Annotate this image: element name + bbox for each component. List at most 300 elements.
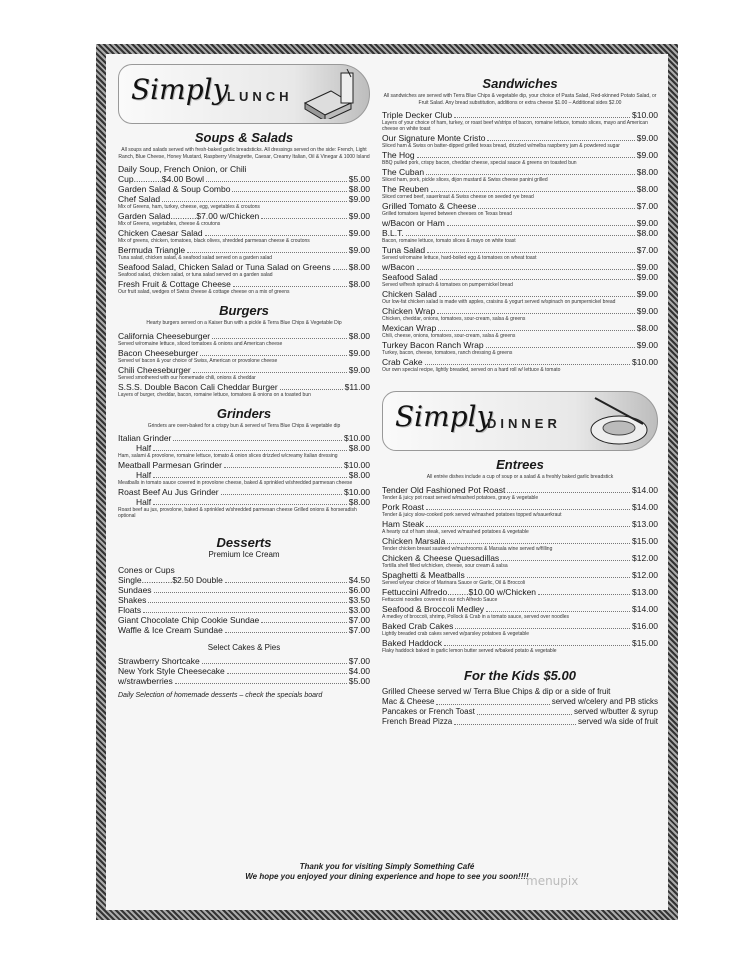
menu-item: [382, 502, 658, 512]
item-name: New York Style Cheesecake: [118, 666, 225, 676]
kids-item-detail: served w/a side of fruit: [577, 716, 658, 726]
kids-item-name: Mac & Cheese: [382, 696, 435, 706]
item-description: Served w/romaine lettuce, hard-boiled egg & tomatoes on wheat toast: [382, 255, 537, 261]
menu-item: [118, 575, 370, 585]
soups-title: Soups & Salads: [194, 130, 294, 145]
dot-leader: [538, 594, 630, 595]
menu-item: [118, 194, 370, 204]
menu-item: [382, 604, 658, 614]
item-description: Mix of Greens, ham, turkey, cheese, egg, vegetables & croutons: [118, 204, 260, 210]
item-price: $16.00: [632, 620, 658, 631]
item-name: Bacon Cheeseburger: [118, 347, 199, 358]
item-name: California Cheeseburger: [118, 330, 211, 341]
menu-item: [382, 272, 658, 282]
menu-item: [382, 201, 658, 211]
menu-item: [118, 365, 370, 375]
menu-item: [382, 110, 658, 120]
menu-item: [118, 211, 370, 221]
desserts-list: [118, 565, 370, 635]
dot-leader: [417, 157, 635, 158]
menu-item: [118, 245, 370, 255]
menu-item: [118, 487, 370, 497]
item-price: $9.00: [636, 340, 658, 350]
item-name: Shakes: [118, 595, 147, 605]
cakes-list: [118, 656, 370, 686]
kids-item: [382, 697, 658, 707]
item-description: Tuna salad, chicken salad, & seafood salad served on a garden salad: [118, 255, 273, 261]
item-name: Floats: [118, 605, 142, 615]
item-name: Spaghetti & Meatballs: [382, 569, 465, 580]
dot-leader: [437, 313, 634, 314]
item-price: $8.00: [348, 184, 370, 194]
entrees-title: Entrees: [496, 457, 544, 472]
entrees-list: [382, 485, 658, 654]
menu-item: [118, 605, 370, 615]
item-name: Fettuccini Alfredo.........$10.00 w/Chicken: [382, 586, 537, 597]
item-price: $9.00: [348, 245, 370, 255]
dot-leader: [501, 560, 630, 561]
item-name: Our Signature Monte Cristo: [382, 133, 486, 143]
menu-item: [118, 164, 370, 174]
sandwiches-list: [382, 110, 658, 373]
item-name: Cones or Cups: [118, 565, 175, 575]
watermark: menupix: [526, 874, 579, 888]
menu-item: [118, 460, 370, 470]
menu-item: [382, 245, 658, 255]
half-price: $8.00: [348, 497, 370, 507]
kids-item-name: Pancakes or French Toast: [382, 706, 475, 716]
dot-leader: [478, 208, 634, 209]
grinders-note: Grinders are oven-baked for a crispy bun & served w/ Terra Blue Chips & vegetable dip: [147, 422, 341, 429]
item-description: Mix of greens, chicken, tomatoes, black olives, shredded parmesan cheese & croutons: [118, 238, 310, 244]
item-price: $3.00: [348, 605, 370, 615]
dot-leader: [212, 338, 347, 339]
item-name: Triple Decker Club: [382, 110, 453, 120]
half-label: Half: [136, 443, 152, 453]
item-name: Chicken Wrap: [382, 306, 436, 316]
menu-item: [118, 656, 370, 666]
dot-leader: [280, 389, 343, 390]
grinders-list: [118, 433, 370, 519]
grinders-title: Grinders: [216, 405, 272, 421]
item-price: $7.00: [636, 201, 658, 211]
item-name: Chicken Marsala: [382, 535, 446, 546]
item-description: BBQ pulled pork, crispy bacon, cheddar cheese, special sauce & greens on toasted bun: [382, 160, 577, 166]
item-description: Tender chicken breast sauteed w/mushrooms & Marsala wine served w/filling: [382, 545, 553, 552]
menu-item: [118, 595, 370, 605]
dot-leader: [187, 252, 347, 253]
item-price: $5.00: [348, 174, 370, 184]
item-name: Chicken Salad: [382, 289, 437, 299]
dot-leader: [232, 191, 346, 192]
menu-item: [118, 228, 370, 238]
dot-leader: [440, 279, 635, 280]
item-price: $13.00: [632, 518, 658, 529]
dot-leader: [221, 494, 342, 495]
soups-note: All soups and salads served with fresh-baked garlic breadsticks. All dressings served on the side: French, Light Ranch, Blue Cheese, Honey Mustard, Raspberry Vinaigrette, Caesar, Creamy Italian, Oil & Vinegar & 1000 Island: [118, 147, 370, 160]
item-price: $4.50: [348, 575, 370, 585]
item-name: Mexican Wrap: [382, 323, 437, 333]
kids-item: [382, 707, 658, 717]
menu-item: [118, 174, 370, 184]
dot-leader: [205, 235, 347, 236]
half-price: $8.00: [348, 443, 370, 453]
kids-item-detail: served w/celery and PB sticks: [551, 696, 658, 706]
menu-item: [382, 638, 658, 648]
dinner-banner: [382, 391, 658, 451]
dot-leader: [507, 492, 630, 493]
half-label: Half: [136, 470, 152, 480]
item-price: $15.00: [632, 637, 658, 648]
soups-list: [118, 164, 370, 295]
item-price: $14.00: [632, 603, 658, 614]
dot-leader: [261, 218, 346, 219]
item-name: Seafood & Broccoli Medley: [382, 603, 485, 614]
lunch-banner-script: Simply: [131, 73, 229, 106]
menu-item: [118, 666, 370, 676]
lunch-banner-word: LUNCH: [227, 89, 293, 104]
item-name: The Reuben: [382, 184, 429, 194]
item-price: $9.00: [348, 194, 370, 204]
menu-item: [118, 279, 370, 289]
item-price: $10.00: [344, 460, 370, 470]
item-name: Tuna Salad: [382, 245, 426, 255]
item-description: Our low-fat chicken salad is made with apples, craisins & yogurt served w/spinach on pumpernickel bread: [382, 299, 616, 305]
dot-leader: [454, 117, 630, 118]
menu-item: [382, 357, 658, 367]
item-name: Seafood Salad, Chicken Salad or Tuna Salad on Greens: [118, 262, 331, 272]
sandwich-drink-illustration: [301, 69, 361, 119]
menu-item: [382, 621, 658, 631]
dot-leader: [426, 509, 630, 510]
menu-item: [382, 133, 658, 143]
dot-leader: [447, 543, 630, 544]
item-price: $10.00: [632, 110, 658, 120]
item-name: Tender Old Fashioned Pot Roast: [382, 484, 506, 495]
dot-leader: [426, 174, 635, 175]
left-column: [118, 54, 370, 699]
item-description: Fettuccini noodles covered in our rich Alfredo Sauce: [382, 596, 498, 603]
item-price: $4.00: [348, 666, 370, 676]
lunch-banner: [118, 64, 370, 124]
footer-line-1: Thank you for visiting Simply Something Café: [299, 862, 475, 871]
item-description: Turkey, bacon, cheese, tomatoes, ranch dressing & greens: [382, 350, 513, 356]
item-price: $8.00: [636, 167, 658, 177]
item-price: $9.00: [636, 133, 658, 143]
menu-item: [382, 228, 658, 238]
menu-item: [118, 585, 370, 595]
dot-leader: [454, 717, 576, 725]
menu-item: [382, 184, 658, 194]
half-label: Half: [136, 497, 152, 507]
item-description: Sliced ham, pork, pickle slices, dijon mustard & Swiss cheese panini grilled: [382, 177, 548, 183]
item-description: Layers of your choice of ham, turkey, or roast beef w/strips of bacon, romaine lettuce, tomato slices, mayo and American cheese on white toast: [382, 120, 648, 132]
item-description: Served smothered with our homemade chili, onions & cheddar: [118, 374, 256, 381]
item-price: $9.00: [636, 262, 658, 272]
right-column: [382, 54, 658, 727]
menu-item: [118, 262, 370, 272]
item-description: Tortilla shell filled w/chicken, cheese, sour cream & salsa: [382, 562, 508, 569]
dot-leader: [438, 330, 635, 331]
item-description: Served w/romaine lettuce, sliced tomatoes & onions and American cheese: [118, 340, 283, 347]
item-price: $9.00: [636, 272, 658, 282]
menu-item-half: [118, 470, 370, 480]
item-description: Tender & juicy slow-cooked pork served w/mashed potatoes topped w/sauerkraut: [382, 511, 562, 518]
item-price: $8.00: [348, 262, 370, 272]
item-description: Our fruit salad, wedges of Swiss cheese & cottage cheese on a mix of greens: [118, 289, 290, 295]
menu-item: [382, 150, 658, 160]
item-name: S.S.S. Double Bacon Cali Cheddar Burger: [118, 381, 278, 392]
item-name: Meatball Parmesan Grinder: [118, 460, 222, 470]
dot-leader: [206, 181, 347, 182]
item-name: Strawberry Shortcake: [118, 656, 200, 666]
item-price: $5.00: [348, 676, 370, 686]
dot-leader: [143, 612, 347, 613]
dot-leader: [477, 707, 572, 715]
entrees-note: All entrée dishes include a cup of soup or a salad & a freshly baked garlic breadstick: [426, 474, 614, 480]
dot-leader: [154, 592, 347, 593]
item-description: Mix of Greens, vegetables, cheese & croutons: [118, 221, 221, 227]
dinner-banner-script: Simply: [395, 400, 493, 433]
item-name: Daily Soup, French Onion, or Chili: [118, 164, 247, 174]
item-price: $9.00: [348, 228, 370, 238]
dot-leader: [153, 477, 347, 478]
dot-leader: [261, 622, 346, 623]
footer-line-2: We hope you enjoyed your dining experience and hope to see you soon!!!!: [245, 872, 529, 881]
dot-leader: [200, 355, 346, 356]
item-description: Grilled tomatoes layered between cheeses on Texas bread: [382, 211, 512, 217]
item-price: $3.50: [348, 595, 370, 605]
item-price: $12.00: [632, 569, 658, 580]
menu-item: [118, 348, 370, 358]
item-name: Ham Steak: [382, 518, 425, 529]
menu-item: [118, 184, 370, 194]
item-description: Served w/fresh spinach & tomatoes on pumpernickel bread: [382, 282, 513, 288]
item-price: $10.00: [632, 357, 658, 367]
item-price: $10.00: [344, 487, 370, 497]
item-price: $7.00: [348, 625, 370, 635]
dot-leader: [406, 235, 635, 236]
item-price: $6.00: [348, 585, 370, 595]
item-price: $13.00: [632, 586, 658, 597]
menu-item: [382, 553, 658, 563]
dot-leader: [436, 697, 549, 705]
item-price: $14.00: [632, 484, 658, 495]
item-name: The Cuban: [382, 167, 425, 177]
menu-item: [382, 536, 658, 546]
burgers-note: Hearty burgers served on a Kaiser Bun with a pickle & Terra Blue Chips & Vegetable Dip: [146, 320, 342, 326]
menu-item: [382, 587, 658, 597]
menu-item: [118, 331, 370, 341]
menu-item: [382, 218, 658, 228]
item-name: w/Bacon: [382, 262, 415, 272]
item-name: Bermuda Triangle: [118, 245, 186, 255]
dot-leader: [425, 364, 630, 365]
dot-leader: [486, 347, 635, 348]
item-name: Baked Haddock: [382, 637, 443, 648]
item-description: Layers of burger, cheddar, bacon, romaine lettuce, tomatoes & onions on a toasted bun: [118, 391, 311, 398]
item-description: Sliced corned beef, sauerkraut & Swiss cheese on seeded rye bread: [382, 194, 534, 200]
dot-leader: [426, 526, 630, 527]
dot-leader: [225, 632, 347, 633]
desserts-section: [118, 535, 370, 699]
item-name: Grilled Tomato & Cheese: [382, 201, 477, 211]
item-price: $12.00: [632, 552, 658, 563]
soups-section: [118, 130, 370, 295]
plate-fork-illustration: [585, 394, 651, 448]
entrees-section: [382, 457, 658, 654]
dot-leader: [173, 440, 342, 441]
menu-item: [382, 519, 658, 529]
menu-item-half: [118, 443, 370, 453]
dot-leader: [162, 201, 347, 202]
item-description: Bacon, romaine lettuce, tomato slices & mayo on white toast: [382, 238, 516, 244]
kids-item-name: French Bread Pizza: [382, 716, 453, 726]
kids-item-name: Grilled Cheese served w/ Terra Blue Chips & dip or a side of fruit: [382, 686, 611, 696]
item-name: Baked Crab Cakes: [382, 620, 454, 631]
item-description: Tender & juicy pot roast served w/mashed potatoes, gravy & vegetable: [382, 494, 539, 501]
kids-title: For the Kids $5.00: [464, 667, 576, 683]
dot-leader: [486, 611, 630, 612]
item-name: Seafood Salad: [382, 272, 438, 282]
item-name: Giant Chocolate Chip Cookie Sundae: [118, 615, 260, 625]
item-description: Meatballs in tomato sauce covered in provolone cheese, baked & sprinkled w/shredded parmesan cheese: [118, 480, 353, 486]
menu-item: [118, 615, 370, 625]
item-price: $7.00: [636, 245, 658, 255]
menu-item: [382, 323, 658, 333]
dot-leader: [417, 269, 635, 270]
menu-item-half: [118, 497, 370, 507]
half-price: $8.00: [348, 470, 370, 480]
item-name: Cup............$4.00 Bowl: [118, 174, 204, 184]
item-price: $14.00: [632, 501, 658, 512]
menu-item: [118, 565, 370, 575]
item-description: Served w/ bacon & your choice of Swiss, American or provolone cheese: [118, 357, 278, 364]
item-price: $8.00: [348, 330, 370, 341]
dot-leader: [224, 467, 342, 468]
item-price: $8.00: [636, 323, 658, 333]
dot-leader: [444, 645, 630, 646]
menu-page: [106, 54, 668, 910]
sandwiches-note: All sandwiches are served with Terra Blue Chips & vegetable dip, your choice of Pasta Salad, Red-skinned Potato Salad, or Fruit Salad. Any bread substitution, additions or extra cheese $1.00 – Additional sides $2.00: [383, 93, 657, 106]
desserts-subtitle: Premium Ice Cream: [208, 550, 280, 559]
kids-list: [382, 687, 658, 727]
item-description: Sliced ham & Swiss on batter-dipped grilled texas bread, drizzled w/melba raspberry jam & powdered sugar: [382, 143, 620, 149]
dot-leader: [175, 683, 347, 684]
burgers-section: [118, 303, 370, 398]
menu-item: [382, 289, 658, 299]
kids-section: [382, 668, 658, 727]
item-price: $9.00: [636, 289, 658, 299]
dot-leader: [227, 673, 347, 674]
item-description: Seafood salad, chicken salad, or tuna salad served on a garden salad: [118, 272, 273, 278]
item-price: $9.00: [348, 211, 370, 221]
dot-leader: [333, 269, 347, 270]
grinders-section: [118, 406, 370, 520]
item-name: Chicken Caesar Salad: [118, 228, 203, 238]
menu-item: [382, 340, 658, 350]
menu-item: [118, 433, 370, 443]
item-price: $7.00: [348, 656, 370, 666]
dinner-banner-word: DINNER: [487, 416, 561, 431]
menu-item: [382, 167, 658, 177]
dot-leader: [467, 577, 630, 578]
desserts-daily-note: Daily Selection of homemade desserts – check the specials board: [118, 692, 323, 699]
item-price: $8.00: [636, 228, 658, 238]
dot-leader: [439, 296, 635, 297]
sandwiches-section: [382, 76, 658, 373]
item-description: Chicken, cheddar, onions, tomatoes, sour-cream, salsa & greens: [382, 316, 526, 322]
item-name: Turkey Bacon Ranch Wrap: [382, 340, 484, 350]
kids-item-detail: served w/butter & syrup: [573, 706, 658, 716]
item-name: The Hog: [382, 150, 415, 160]
item-name: B.L.T.: [382, 228, 404, 238]
item-description: A medley of broccoli, shrimp, Pollock & Crab in a tomato sauce, served over noodles: [382, 613, 570, 620]
menu-item: [382, 485, 658, 495]
item-price: $8.00: [348, 279, 370, 289]
item-name: Garden Salad...........$7.00 w/Chicken: [118, 211, 260, 221]
item-price: $9.00: [348, 347, 370, 358]
item-name: Chicken & Cheese Quesadillas: [382, 552, 500, 563]
item-price: $15.00: [632, 535, 658, 546]
item-description: Ham, salami & provolone, romaine lettuce, tomato & onion slices drizzled w/creamy Italian dressing: [118, 453, 338, 459]
item-description: Our own special recipe, lightly breaded, served on a hard roll w/ lettuce & tomato: [382, 367, 561, 373]
dot-leader: [455, 628, 630, 629]
item-name: Fresh Fruit & Cottage Cheese: [118, 279, 231, 289]
menu-item: [118, 676, 370, 686]
item-name: Pork Roast: [382, 501, 425, 512]
item-price: $10.00: [344, 433, 370, 443]
menu-item: [382, 570, 658, 580]
dot-leader: [153, 504, 347, 505]
dot-leader: [427, 252, 635, 253]
item-name: Sundaes: [118, 585, 152, 595]
item-price: $9.00: [636, 150, 658, 160]
item-price: $9.00: [348, 364, 370, 375]
item-description: A hearty cut of ham steak, served w/mashed potatoes & vegetable: [382, 528, 529, 535]
cakes-title: Select Cakes & Pies: [207, 643, 281, 652]
item-description: Flaky haddock baked in garlic lemon butter served w/baked potato & vegetable: [382, 647, 557, 654]
footer: [106, 862, 668, 882]
item-description: Served w/your choice of Marinara Sauce or Garlic, Oil & Broccoli: [382, 579, 526, 586]
dot-leader: [153, 450, 347, 451]
menu-item: [382, 262, 658, 272]
item-price: $11.00: [344, 381, 370, 392]
menu-item: [118, 382, 370, 392]
kids-item: [382, 717, 658, 727]
dot-leader: [202, 663, 347, 664]
dot-leader: [148, 602, 346, 603]
sandwiches-title: Sandwiches: [482, 76, 558, 91]
dot-leader: [431, 191, 635, 192]
item-name: Crab Cake: [382, 357, 423, 367]
item-name: Roast Beef Au Jus Grinder: [118, 487, 219, 497]
item-description: Roast beef au jus, provolone, baked & sprinkled w/shredded parmesan cheese Grilled onions & horseradish optional: [118, 507, 357, 519]
kids-item: [382, 687, 658, 697]
item-name: Single.............$2.50 Double: [118, 575, 223, 585]
item-name: Chef Salad: [118, 194, 161, 204]
desserts-title: Desserts: [216, 535, 272, 550]
dot-leader: [447, 225, 635, 226]
menu-item: [118, 625, 370, 635]
item-price: $9.00: [636, 218, 658, 228]
item-name: Garden Salad & Soup Combo: [118, 184, 231, 194]
dot-leader: [225, 582, 347, 583]
item-name: w/strawberries: [118, 676, 173, 686]
burgers-title: Burgers: [219, 303, 269, 318]
item-price: $7.00: [348, 615, 370, 625]
item-price: $8.00: [636, 184, 658, 194]
